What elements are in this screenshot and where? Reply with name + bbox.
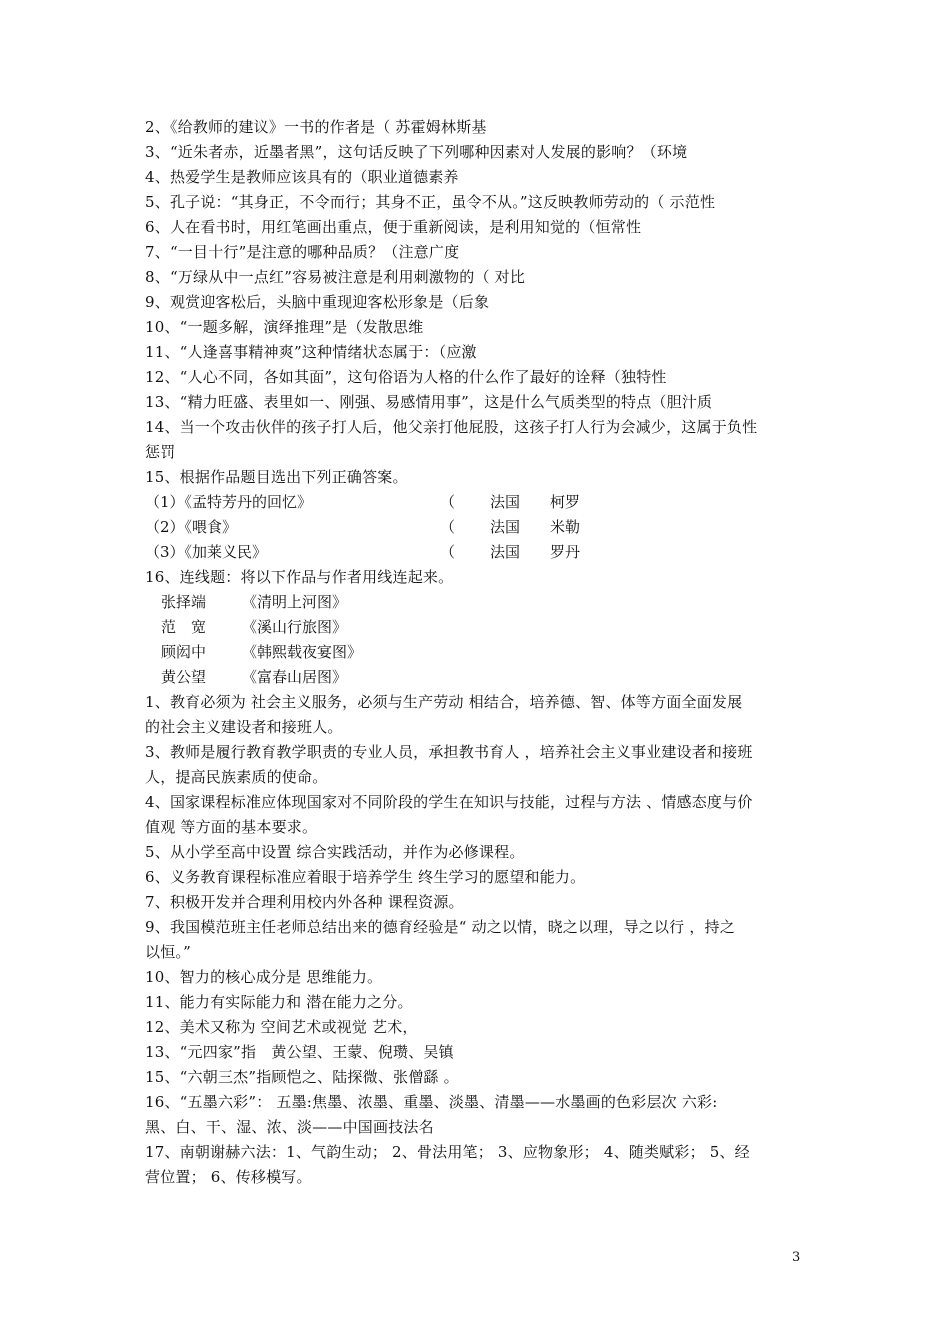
match-row [145, 590, 810, 615]
fill-15: 15、“六朝三杰”指顾恺之、陆探微、张僧繇 。 [145, 1068, 459, 1086]
page-number: 3 [792, 1250, 801, 1265]
painting-title: 《韩熙载夜宴图》 [242, 643, 363, 661]
painter-name: 范 宽 [161, 618, 207, 636]
work-title: （2）《喂食》 [145, 518, 238, 536]
answer-paren: （ [440, 543, 456, 561]
painter-name: 顾闳中 [161, 643, 207, 661]
question-15: 15、根据作品题目选出下列正确答案。 [145, 468, 408, 486]
work-title: （1）《孟特芳丹的回忆》 [145, 493, 313, 511]
work-author: 米勒 [550, 518, 581, 536]
works-row [145, 490, 810, 515]
works-row [145, 540, 810, 565]
fill-9-line-2: 以恒。” [145, 943, 191, 961]
answer-paren: （ [440, 493, 456, 511]
painting-title: 《清明上河图》 [242, 593, 348, 611]
page-body [145, 115, 810, 1190]
question-12: 12、“人心不同，各如其面”，这句俗语为人格的什么作了最好的诠释（独特性 [145, 368, 667, 386]
question-14-line-1: 14、当一个攻击伙伴的孩子打人后，他父亲打他屁股，这孩子打人行为会减少，这属于负性 [145, 418, 758, 436]
painter-name: 张择端 [161, 593, 207, 611]
fill-6: 6、义务教育课程标准应着眼于培养学生 终生学习的愿望和能力。 [145, 868, 586, 886]
fill-16-line-1: 16、“五墨六彩”： 五墨:焦墨、浓墨、重墨、淡墨、清墨——水墨画的色彩层次 六彩: [145, 1093, 718, 1111]
question-16: 16、连线题：将以下作品与作者用线连起来。 [145, 568, 454, 586]
fill-17-line-2: 营位置； 6、传移模写。 [145, 1168, 312, 1186]
question-4: 4、热爱学生是教师应该具有的（职业道德素养 [145, 168, 459, 186]
question-6: 6、人在看书时，用红笔画出重点，便于重新阅读，是利用知觉的（恒常性 [145, 218, 642, 236]
question-13: 13、“精力旺盛、表里如一、刚强、易感情用事”，这是什么气质类型的特点（胆汁质 [145, 393, 713, 411]
question-11: 11、“人逢喜事精神爽”这种情绪状态属于：（应激 [145, 343, 477, 361]
match-row [145, 640, 810, 665]
fill-1-line-2: 的社会主义建设者和接班人。 [145, 718, 343, 736]
question-8: 8、“万绿从中一点红”容易被注意是利用刺激物的（ 对比 [145, 268, 526, 286]
fill-9-line-1: 9、我国模范班主任老师总结出来的德育经验是“ 动之以情，晓之以理，导之以行 ，持之 [145, 918, 735, 936]
work-author: 罗丹 [550, 543, 581, 561]
fill-17-line-1: 17、南朝谢赫六法：1、气韵生动； 2、骨法用笔； 3、应物象形； 4、随类赋彩； 5、经 [145, 1143, 750, 1161]
question-7: 7、“一目十行”是注意的哪种品质？（注意广度 [145, 243, 460, 261]
work-country: 法国 [490, 518, 521, 536]
work-title: （3）《加莱义民》 [145, 543, 268, 561]
question-10: 10、“一题多解，演绎推理”是（发散思维 [145, 318, 424, 336]
painter-name: 黄公望 [161, 668, 207, 686]
work-country: 法国 [490, 543, 521, 561]
fill-7: 7、积极开发并合理利用校内外各种 课程资源。 [145, 893, 464, 911]
question-5: 5、孔子说：“其身正，不令而行；其身不正，虽令不从。”这反映教师劳动的（ 示范性 [145, 193, 716, 211]
fill-1-line-1: 1、教育必须为 社会主义服务，必须与生产劳动 相结合，培养德、智、体等方面全面发展 [145, 693, 743, 711]
fill-12: 12、美术又称为 空间艺术或视觉 艺术， [145, 1018, 418, 1036]
answer-paren: （ [440, 518, 456, 536]
question-3: 3、“近朱者赤，近墨者黑”，这句话反映了下列哪种因素对人发展的影响？（环境 [145, 143, 688, 161]
fill-4-line-1: 4、国家课程标准应体现国家对不同阶段的学生在知识与技能，过程与方法 、情感态度与价 [145, 793, 753, 811]
match-row [145, 615, 810, 640]
fill-10: 10、智力的核心成分是 思维能力。 [145, 968, 383, 986]
question-2: 2、《给教师的建议》一书的作者是（ 苏霍姆林斯基 [145, 118, 487, 136]
question-14-line-2: 惩罚 [145, 443, 176, 461]
fill-3-line-2: 人，提高民族素质的使命。 [145, 768, 328, 786]
painting-title: 《富春山居图》 [242, 668, 348, 686]
fill-11: 11、能力有实际能力和 潜在能力之分。 [145, 993, 413, 1011]
works-row [145, 515, 810, 540]
fill-16-line-2: 黑、白、干、湿、浓、淡——中国画技法名 [145, 1118, 434, 1136]
fill-3-line-1: 3、教师是履行教育教学职责的专业人员，承担教书育人 ，培养社会主义事业建设者和接班 [145, 743, 753, 761]
work-country: 法国 [490, 493, 521, 511]
question-9: 9、观赏迎客松后，头脑中重现迎客松形象是（后象 [145, 293, 490, 311]
fill-5: 5、从小学至高中设置 综合实践活动，并作为必修课程。 [145, 843, 525, 861]
match-row [145, 665, 810, 690]
fill-13: 13、“元四家”指 黄公望、王蒙、倪瓒、吴镇 [145, 1043, 454, 1061]
work-author: 柯罗 [550, 493, 581, 511]
fill-4-line-2: 值观 等方面的基本要求。 [145, 818, 318, 836]
painting-title: 《溪山行旅图》 [242, 618, 348, 636]
